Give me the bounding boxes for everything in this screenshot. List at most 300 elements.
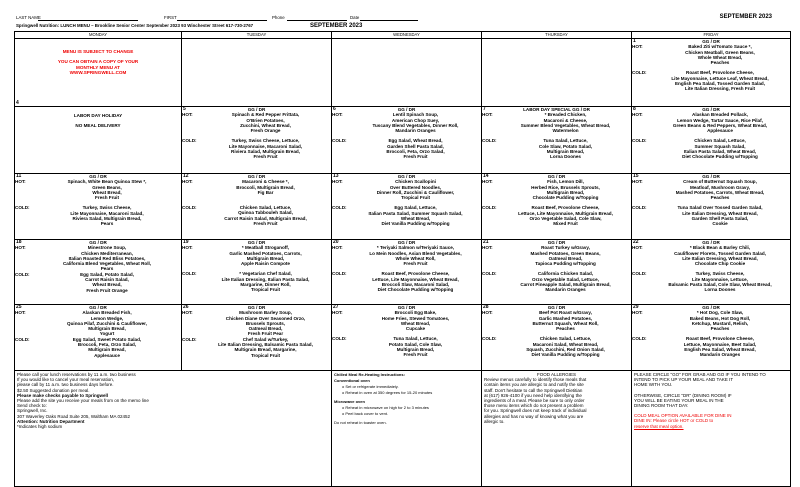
menu-line: Peaches [710,195,730,201]
note-line: those menu items which do not present a problem [484,403,584,409]
first-name-line[interactable] [177,20,267,21]
menu-line: Alaskan Breaded Fish, [82,310,132,316]
date-label: Date [350,15,360,20]
day-cell-14 [482,174,632,240]
menu-line: Applesauce [707,128,733,134]
gg-dr-option[interactable]: GG / DR [89,240,107,245]
cold-label[interactable]: COLD: [332,271,347,277]
reheat-title: Chilled Meal Re-Heating Instructions: [334,372,405,377]
menu-line: Lemon Wedge, Tartar Sauce, Rice Pilaf, [677,117,763,123]
menu-line: Quinoa Pilaf, Zucchini & Cauliflower, [67,320,147,326]
cold-label[interactable]: COLD: [15,271,30,277]
menu-line: Baked Beans, Hot Dog Roll, [689,315,751,321]
menu-line: Lorna Doones [550,154,581,160]
menu-line: Lite Mayonnaise, Macaroni Salad, [70,210,144,216]
phone-label: Phone [272,15,285,20]
cold-label[interactable]: COLD: [632,138,647,144]
cold-label[interactable]: COLD: [182,138,197,144]
menu-line: Diet Vanilla Pudding w/Topping [381,221,450,227]
menu-line: * Vegetarian Chef Salad, [239,271,292,277]
menu-line: Mixed Fruit [553,221,578,227]
menu-line: Multigrain Bread, [88,347,126,353]
cold-label[interactable]: COLD: [482,336,497,342]
gg-dr-option[interactable]: GG / DR [397,240,416,245]
note-line: staff. Don't hesitate to call the Springwell Dietitian [484,387,583,393]
note-line: please call by 11 a.m. two business days before. [17,382,114,388]
day-cell-18 [15,240,182,305]
hot-label[interactable]: HOT: [482,310,493,316]
gg-dr-option[interactable]: GG / DR [89,305,107,310]
hot-label[interactable]: HOT: [632,44,643,50]
menu-line: Wheat Bread, [400,320,431,326]
microwave-oven-label: Microwave oven [334,399,365,404]
menu-line: Tuscany Blend Vegetables, Dinner Roll, [372,122,459,128]
cold-option-note: DINE IN: Please circle HOT or COLD to [634,418,714,424]
day-cell-11 [15,174,182,240]
gg-dr-option[interactable]: GG / DR [247,174,266,179]
menu-line: Chocolate Chip Cookie [694,261,746,267]
menu-line: Fresh Fruit [253,154,278,160]
menu-line: Roast Beef, Provolone Cheese, [686,70,754,76]
menu-line: Mandarin Oranges [699,352,741,358]
reheating-instructions-cell [332,371,482,487]
day-number: 25 [16,304,22,310]
hot-label[interactable]: HOT: [182,245,193,251]
menu-line: Fresh Orange [250,128,281,134]
conventional-oven-label: Conventional oven [334,378,370,383]
menu-line: Egg Salad, Sweet Potato Salad, [72,336,142,342]
menu-line: Minestrone Soup, [87,245,127,251]
cold-label[interactable]: COLD: [632,271,647,277]
menu-line: Dinner Roll, Zucchini & Cauliflower, [376,189,455,195]
menu-line: English Pea Salad, Tossed Garden Salad, [674,81,766,87]
reheat-step: o Reheat in microwave on high for 2 to 3 minutes [342,405,429,410]
menu-line: Diet Vanilla Pudding w/Topping [531,352,600,358]
note-line: allergies and has no way of knowing what you are [484,413,584,419]
menu-line: Fresh Fruit [403,261,428,267]
note-line: Review menus carefully to identify those meals that [484,377,587,383]
cold-label[interactable]: COLD: [182,271,197,277]
note-line: for you. Springwell does not keep track of individual [484,408,587,414]
hot-label[interactable]: HOT: [332,112,343,118]
note-line: Send check to: [17,403,47,409]
hot-label[interactable]: HOT: [332,310,343,316]
menu-line: Broccoli, Multigrain Bread, [236,184,295,190]
cold-label[interactable]: COLD: [482,138,497,144]
menu-line: Oatmeal Bread, [548,255,583,261]
phone-line[interactable] [287,20,347,21]
menu-line: Chicken Mediterranean, [81,250,133,256]
hot-label[interactable]: HOT: [482,112,493,118]
hot-label[interactable]: HOT: [632,179,643,185]
menu-line: Peaches [710,326,730,332]
day-header-monday: MONDAY [15,32,182,39]
menu-line: Multigrain Bread, [396,347,435,353]
menu-line: California Blend Vegetables, Wheat Roll, [62,261,152,267]
menu-line: Garden Shell Pasta Salad, [387,143,444,149]
gg-dr-option[interactable]: GG / DR [702,107,720,112]
menu-line: Yogurt [99,331,115,337]
menu-line: Squash, Zucchini, Red Onion Salad, [526,347,605,353]
day-number: 20 [333,239,339,245]
gg-dr-option[interactable]: GG / DR [547,174,566,179]
note-line: If you would like to cancel your meal reservation, [17,377,115,383]
springwell-website-link[interactable]: WWW.SPRINGWELL.COM [69,69,127,75]
note-line: YOU WILL BE EATING YOUR MEAL IN THE [634,397,724,403]
day-number: 22 [633,239,639,245]
gg-dr-option[interactable]: LABOR DAY SPECIAL GG / DR [523,107,590,112]
menu-line: Cupcake [405,326,426,332]
menu-line: * Breaded Chicken, [544,112,587,118]
obtain-copy-line1: YOU CAN OBTAIN A COPY OF YOUR [57,59,139,65]
hot-label[interactable]: HOT: [15,310,26,316]
day-number: 12 [183,173,189,179]
cold-label[interactable]: COLD: [632,205,647,211]
note-line: ingredients of a meal. Please be sure to only order [484,398,585,404]
day-number: 6 [333,106,336,112]
menu-line: Oatmeal Bread, [248,326,283,332]
menu-subtitle: Springwell Nutrition: LUNCH MENU – Brookline Senior Center September 2023 93 Winchester Street 617-730-2767 [16,23,254,28]
menu-line: Carrot Raisin Salad, [85,277,129,283]
ordering-info-cell [15,371,332,487]
menu-line: Garlic Mashed Potatoes, Carrots, [229,250,302,256]
menu-line: Lite Italian Dressing, Fresh Fruit [684,86,756,92]
hot-label[interactable]: HOT: [332,179,343,185]
day-number: 4 [16,100,19,106]
hot-label[interactable]: HOT: [182,112,193,118]
menu-line: Wheat Bread, [92,189,122,195]
day-cell-7 [482,107,632,174]
menu-line: Peaches [710,60,730,66]
cold-label[interactable]: COLD: [632,70,647,76]
gg-dr-option[interactable]: GG / DR [397,305,416,310]
day-cell-26 [182,305,332,371]
gg-dr-option[interactable]: GG / DR [397,107,416,112]
date-line[interactable] [360,20,418,21]
day-number: 13 [333,173,339,179]
menu-line: Chicken Salad, Lettuce, [539,336,592,342]
hot-label[interactable]: HOT: [632,112,643,118]
menu-line: Margarine, Dinner Roll, [240,282,291,288]
note-line: allergic to. [484,418,505,424]
menu-line: Cream of Butternut Squash Soup, [683,179,757,185]
day-number: 15 [633,173,639,179]
menu-calendar [14,31,791,487]
menu-line: Carrot Raisin Salad, Multigrain Bread, [224,215,307,221]
menu-line: Zucchini, Wheat Bread, [240,122,291,128]
empty-cell [332,39,482,107]
menu-line: Turkey, Swiss Cheese, [82,205,132,211]
menu-line: Italian Pasta Salad, Wheat Bread, [683,149,757,155]
intro-cell [15,39,182,107]
no-meal-delivery: NO MEAL DELIVERY [75,123,121,129]
menu-line: Whole Wheat Roll, [395,255,436,261]
menu-line: Baked Ziti w/Tomato Sauce *, [688,44,752,50]
menu-line: Lettuce, Lite Mayonnaise, Wheat Bread, [372,276,459,282]
cold-label[interactable]: COLD: [482,205,497,211]
gg-dr-option[interactable]: GG / DR [547,240,566,245]
menu-line: Broccoli, Feta, Orzo Salad, [77,342,137,348]
menu-line: Chicken Salad, Lettuce, [694,138,746,144]
day-number: 29 [633,304,639,310]
gg-dr-option[interactable]: GG / DR [247,305,266,310]
day-cell-13 [332,174,482,240]
menu-line: Chicken Scallopini [395,179,436,185]
day-cell-20 [332,240,482,305]
menu-line: Beef Pot Roast w/Gravy, [539,310,592,316]
empty-cell [182,39,332,107]
day-number: 8 [633,106,636,112]
menu-line: Potato Salad, Cole Slaw, [388,341,443,347]
menu-line: Applesauce [94,352,120,358]
last-name-line[interactable] [38,20,138,21]
menu-line: Wheat Bread, [92,282,122,288]
menu-line: Spinach & Red Pepper Frittata, [231,112,300,118]
menu-line: Tropical Fruit [400,195,431,201]
menu-line: Egg Salad, Lettuce, [394,205,437,211]
menu-line: Lo Mein Noodles, Asian Blend Vegetables, [369,250,462,256]
month-title: SEPTEMBER 2023 [719,14,772,20]
menu-line: Lite Mayonnaise, Lettuce, [692,276,748,282]
menu-line: Broccoli Egg Bake, [394,310,437,316]
day-number: 21 [483,239,489,245]
menu-line: Fresh Fruit [403,154,428,160]
menu-line: Orzo Vegetable Salad, Lettuce, [532,276,599,282]
menu-line: Tropical Fruit [250,287,281,293]
food-allergies-title: FOOD ALLERGIES [536,372,576,377]
grab-and-go-cell [632,371,791,487]
menu-line: Fresh Fruit Orange [86,287,128,293]
obtain-copy-line2: MONTHLY MENU AT [76,64,120,70]
hot-label[interactable]: HOT: [482,179,493,185]
menu-line: Riviera Salad, Multigrain Bread, [72,216,142,222]
gg-dr-option[interactable]: GG / DR [89,174,107,179]
cold-label[interactable]: COLD: [332,205,347,211]
day-cell-29 [632,305,791,371]
day-number: 7 [483,106,486,112]
menu-line: * Hot Dog, Cole Slaw, [696,310,744,316]
menu-line: Summer Blend Vegetables, Wheat Bread, [520,122,611,128]
hot-label[interactable]: HOT: [182,310,193,316]
day-cell-1 [632,39,791,107]
menu-line: Diet Chocolate Pudding w/Topping [377,287,454,293]
day-header-friday: FRIDAY [632,32,791,39]
gg-dr-option[interactable]: GG / DR [247,107,266,112]
gg-dr-option[interactable]: GG / DR [702,174,720,179]
cold-label[interactable]: COLD: [182,205,197,211]
day-number: 11 [16,173,22,179]
day-cell-22 [632,240,791,305]
menu-line: Butternut Squash, Wheat Roll, [532,320,599,326]
menu-line: Riviera Salad, Multigrain Bread, [231,149,300,155]
note-line: *Indicates high sodium [17,424,63,430]
menu-line: California Chicken Salad, [537,271,594,277]
day-number: 14 [483,173,489,179]
gg-dr-option[interactable]: GG / DR [397,174,416,179]
note-line: DINING ROOM THAT DAY. [634,403,689,409]
day-header-thursday: THURSDAY [482,32,632,39]
day-number: 28 [483,304,489,310]
menu-line: Lemon Wedge, [90,315,124,321]
gg-dr-option[interactable]: GG / DR [547,305,566,310]
day-cell-12 [182,174,332,240]
day-cell-25 [15,305,182,371]
menu-line: Carrot Pineapple Salad, Multigrain Bread, [520,282,611,288]
menu-line: Macaroni & Cheese *, [242,179,289,185]
menu-line: Macaroni & Cheese, [543,117,588,123]
menu-line: American Chop Suey, [391,117,440,123]
menu-line: Meatloaf, Mushroom Gravy, [690,184,750,190]
first-name-label: FIRST [164,15,177,20]
menu-line: Egg Salad, Wheat Bread, [388,138,443,144]
hot-label[interactable]: HOT: [15,245,26,251]
day-number: 26 [183,304,189,310]
menu-line: Tuna Salad, Lettuce, [393,336,438,342]
note-line: Attention: Nutrition Department [17,418,85,424]
food-allergies-cell [482,371,632,487]
menu-line: Garlic Mashed Potatoes, [538,315,593,321]
menu-line: Mushroom Barley Soup, [239,310,292,316]
cold-label[interactable]: COLD: [182,336,197,342]
cold-label[interactable]: COLD: [15,205,30,211]
menu-line: Mashed Potatoes, Green Beans, [530,250,601,256]
cold-option-note: reserve that meal option. [634,423,684,429]
day-number: 18 [16,239,22,245]
menu-line: Garden Shell Pasta Salad, [691,216,749,222]
menu-line: Mandarin Oranges [545,287,586,293]
menu-line: Multigrain Bread, [88,326,126,332]
menu-line: Herbed Rice, Brussels Sprouts, [531,184,600,190]
day-number: 19 [183,239,189,245]
hot-label[interactable]: HOT: [332,245,343,251]
menu-line: Spinach, White Bean Quinoa Stew *, [67,179,147,185]
menu-line: Pears [100,221,114,227]
menu-line: Pears [100,266,114,272]
gg-dr-option[interactable]: GG / DR [702,305,720,310]
note-line: contain items you are allergic to and notify the site [484,382,584,388]
menu-line: Turkey, Swiss Cheese, [695,271,745,277]
cold-label[interactable]: COLD: [15,336,30,342]
menu-line: Tuna Salad Over Tossed Garden Salad, [677,205,763,211]
menu-line: Roast Beef, Provolone Cheese, [686,336,754,342]
reheat-step: o Reheat in oven at 350 degrees for 15-20 minutes [342,390,433,395]
month-title-center: SEPTEMBER 2023 [310,23,363,29]
menu-line: Mandarin Oranges [395,128,436,134]
day-header-tuesday: TUESDAY [182,32,332,39]
menu-line: Lite Mayonnaise, Lettuce Leaf, Wheat Bread, [671,75,769,81]
cold-option-note: COLD MEAL OPTION AVAILABLE FOR DINE IN [634,413,732,419]
day-number: 1 [633,38,636,44]
reheat-step: o Peel back cover to vent. [342,411,389,416]
hot-label[interactable]: HOT: [182,179,193,185]
note-line: INTEND TO PICK UP YOUR MEAL AND TAKE IT [634,377,734,383]
menu-line: Cole Slaw, Potato Salad, [538,143,593,149]
day-number: 5 [183,106,186,112]
day-cell-27 [332,305,482,371]
menu-line: Cauliflower Florets, Tossed Garden Salad, [674,250,766,256]
menu-line: Balsamic Pasta Salad, Cole Slaw, Wheat Bread, [668,282,772,288]
cold-label[interactable]: COLD: [632,336,647,342]
menu-line: O'Brien Potatoes, [246,117,285,123]
note-line: at (617) 926-4100 if you need help identifying the [484,392,582,398]
note-line: PLEASE CIRCLE "GO" FOR GRAB AND GO IF YOU INTEND TO [634,372,766,377]
reheat-step: o Set or refrigerate immediately. [342,384,399,389]
menu-line: Peaches [556,326,575,332]
menu-line: Roast Beef, Provolone Cheese, [381,271,450,277]
gg-dr-option[interactable]: GG / DR [702,39,720,44]
menu-line: Brussels Sprouts, [245,320,286,326]
menu-line: Lentil Spinach Soup, [392,112,439,118]
menu-line: Egg Salad, Potato Salad, [80,271,134,277]
menu-line: Summer Squash Salad, [694,143,746,149]
day-number: 27 [333,304,339,310]
menu-line: Home Fries, Stewed Tomatoes, [381,315,450,321]
menu-line: Chicken Meatball, Green Beans, [685,49,755,55]
menu-line: * Teriyaki Salmon w/Teriyaki Sauce, [376,245,455,251]
menu-line: Tapioca Pudding w/Topping [535,261,596,267]
note-line: HOME WITH YOU. [634,382,673,388]
day-cell-8 [632,107,791,174]
menu-line: Fresh Fruit [95,195,119,201]
gg-dr-option[interactable]: GG / DR [702,240,720,245]
menu-line: Fresh Fruit [253,221,278,227]
note-line: OTHERWISE, CIRCLE "DR" (DINING ROOM) IF [634,392,732,398]
menu-line: Broccoli Slaw, Macaroni Salad, [381,282,450,288]
hot-label[interactable]: HOT: [482,245,493,251]
menu-line: Chocolate Pudding w/Topping [532,195,599,201]
menu-line: Roast Turkey w/Gravy, [541,245,590,251]
menu-line: Apple Raisin Compote [240,261,290,267]
day-cell-21 [482,240,632,305]
menu-line: Lettuce, Mayonnaise, Beet Salad, [683,341,757,347]
menu-line: Cookie [712,221,728,227]
menu-line: Orzo Vegetable Salad, Cole Slaw, [529,216,602,222]
cold-label[interactable]: COLD: [482,271,497,277]
note-line: $2.50 Suggested donation per meal. [17,387,90,393]
hot-label[interactable]: HOT: [632,310,643,316]
menu-line: Green Beans & Red Peppers, Wheat Bread, [672,122,768,128]
cold-label[interactable]: COLD: [332,336,347,342]
menu-line: Ketchup, Mustard, Relish, [691,320,749,326]
menu-line: Chicken Salad, Lettuce, [239,205,292,211]
menu-change-notice: MENU IS SUBJECT TO CHANGE [62,49,134,54]
cold-label[interactable]: COLD: [332,138,347,144]
hot-label[interactable]: HOT: [632,245,643,251]
gg-dr-option[interactable]: GG / DR [247,240,266,245]
menu-line: Italian Pasta Salad, Summer Squash Salad, [368,210,463,216]
day-cell-5 [182,107,332,174]
menu-line: Italian Roasted Red Bliss Potatoes, [68,255,146,261]
menu-line: Chicken Diane Over Seasoned Orzo, [225,315,306,321]
menu-line: English Pea Salad, Wheat Bread, [684,347,756,353]
hot-label[interactable]: HOT: [15,179,26,185]
day-cell-28 [482,305,632,371]
note-line: Please add the site you receive your meals from on the memo line [17,398,149,404]
menu-line: * Black Bean & Barley Chili, [689,245,751,251]
note-line: Please make checks payable to Springwell [17,392,109,398]
menu-line: Turkey, Swiss Cheese, Lettuce, [231,138,300,144]
menu-line: Multigrain Bread, [246,255,285,261]
menu-line: Lite Mayonnaise, Macaroni Salad, [228,143,303,149]
note-line: Please call your lunch reservations by 11 a.m. two business [17,372,136,377]
menu-line: Fish, Lemon Dill, [547,179,584,185]
menu-line: Chef Salad w/Turkey, [242,336,289,342]
menu-line: Roast Beef, Provolone Cheese, [531,205,600,211]
menu-line: Fresh Fruit [403,352,428,358]
note-line: Springwell, Inc. [17,408,48,414]
day-cell-19 [182,240,332,305]
menu-line: Multigrain Bread, [546,189,585,195]
